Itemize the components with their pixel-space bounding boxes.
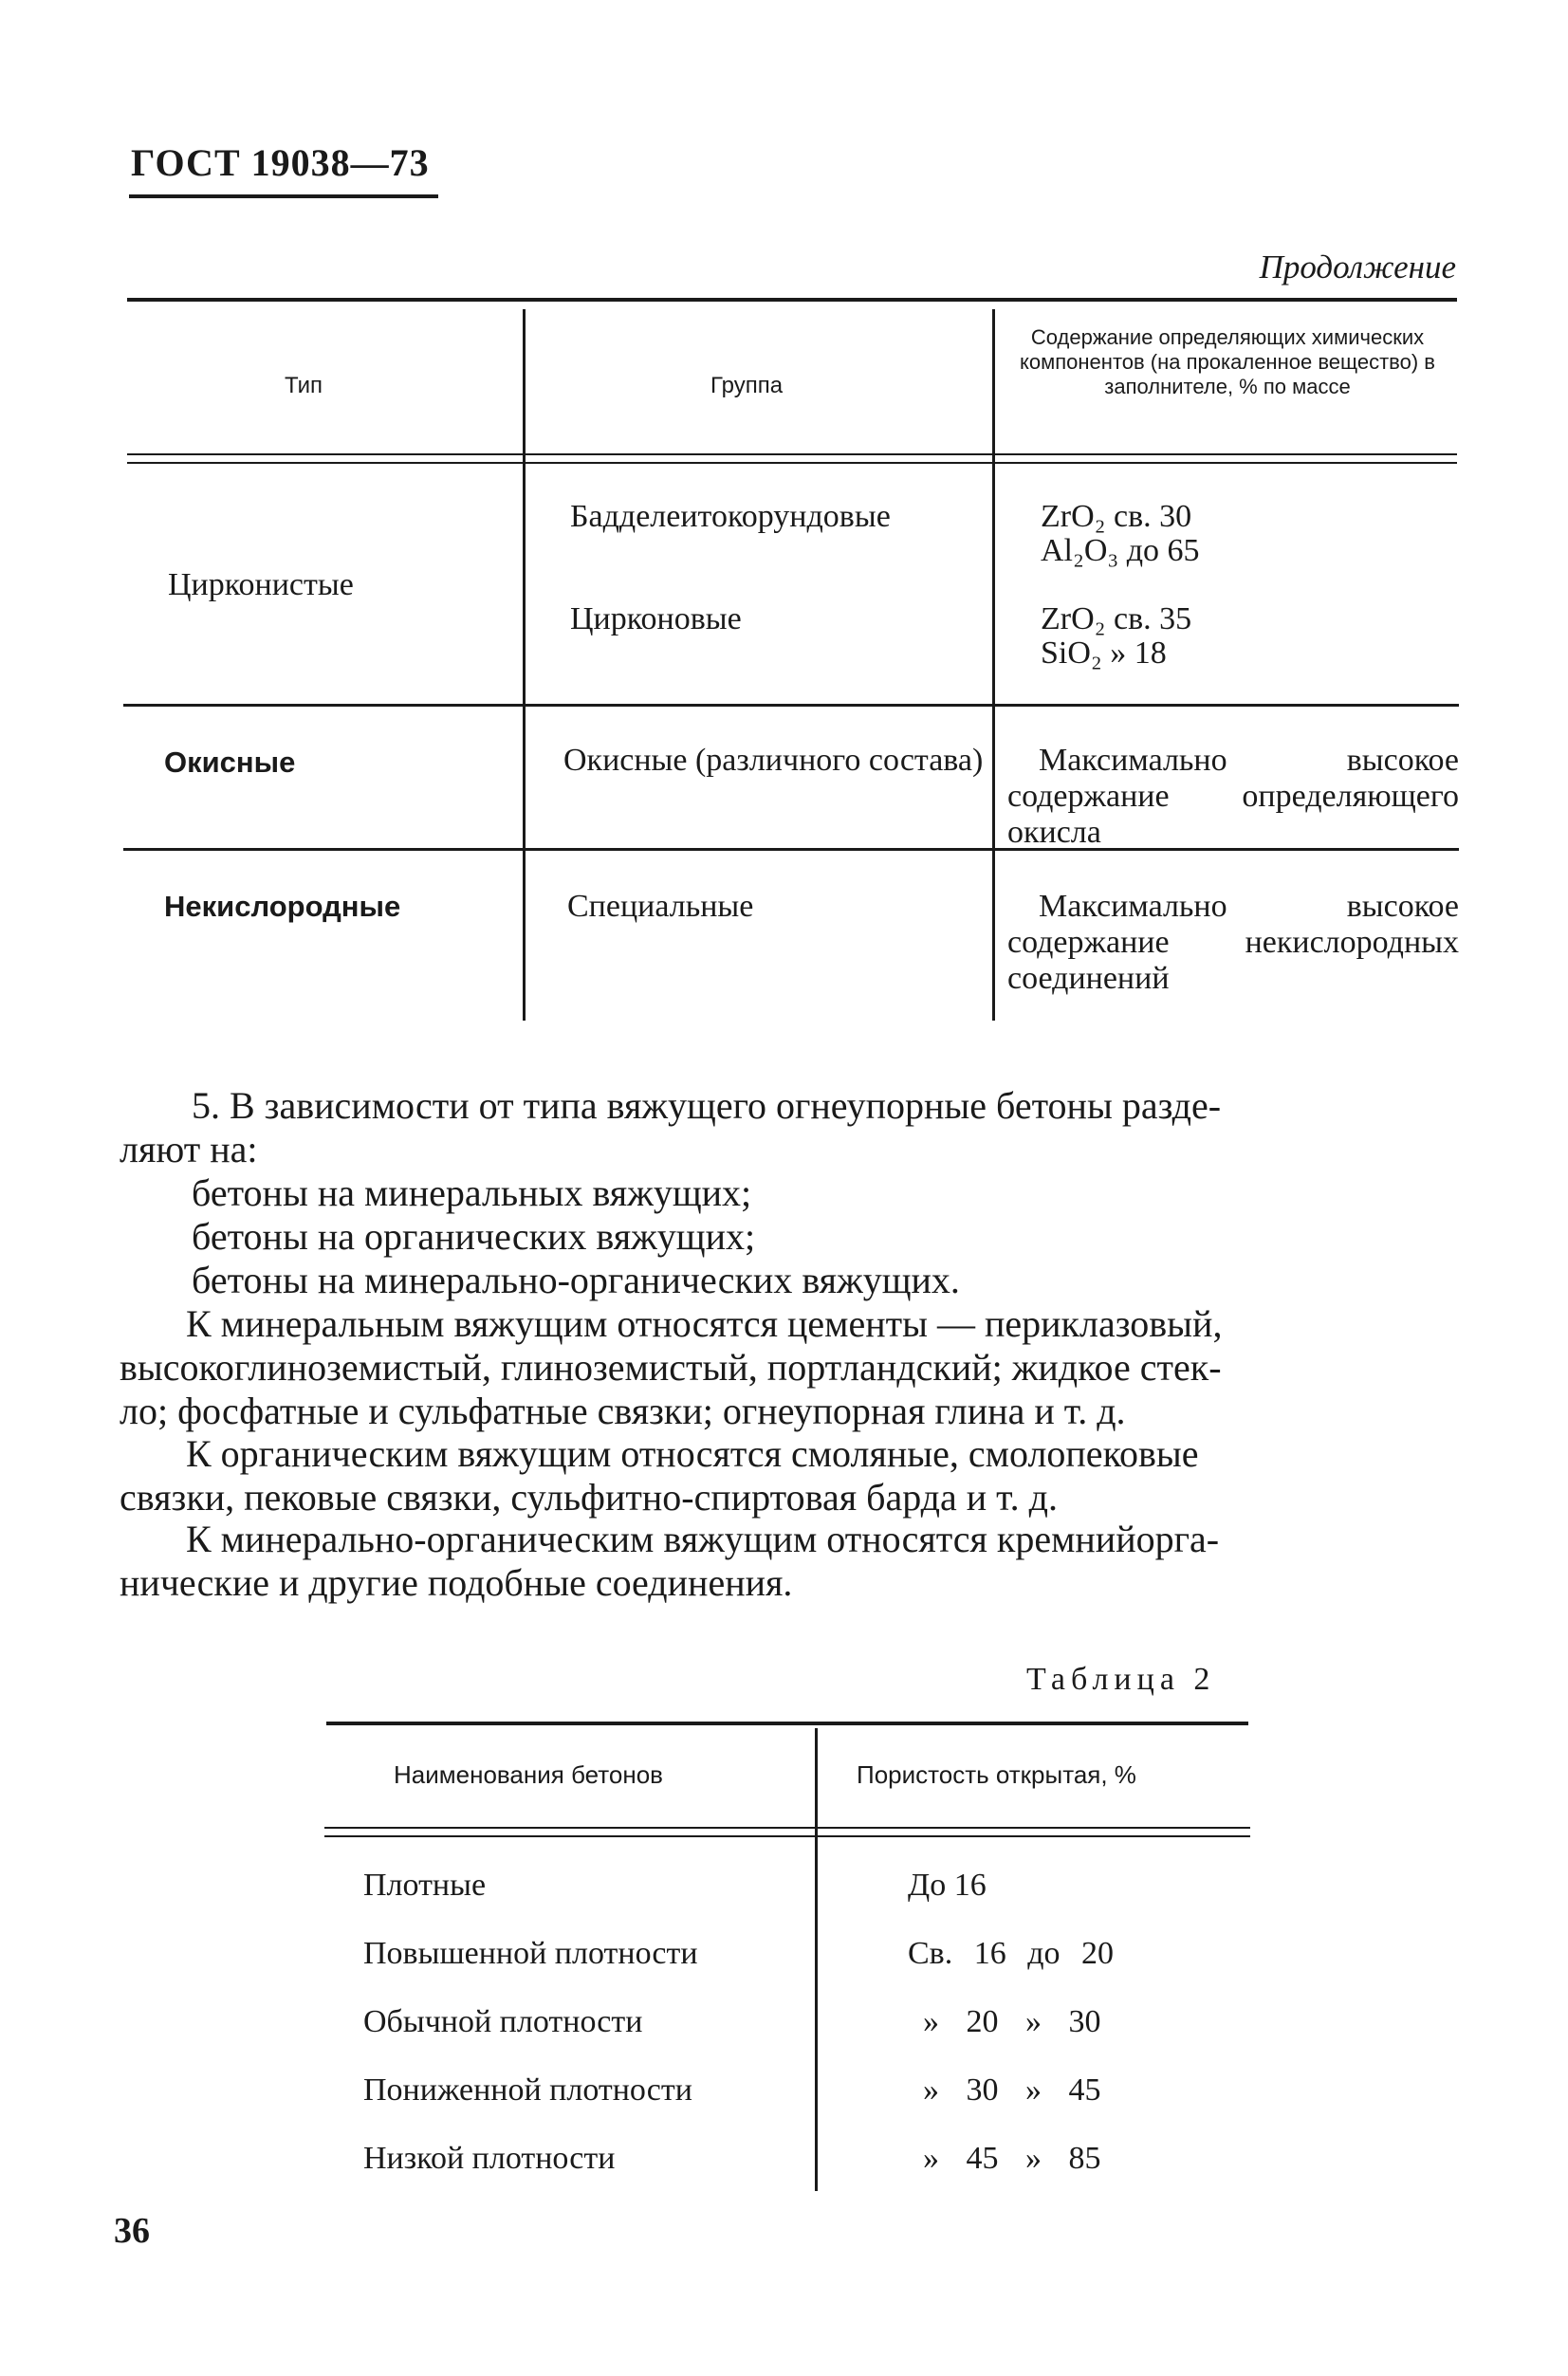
paragraph-line: К органическим вяжущим относятся смоляные, смолопековые: [186, 1432, 1199, 1475]
table2-porosity-cell: » 30 » 45: [923, 2072, 1101, 2108]
table2-name-cell: Плотные: [363, 1868, 487, 1903]
table2-porosity-cell: Св. 16 до 20: [908, 1936, 1115, 1971]
table1-header-group: Группа: [710, 373, 784, 398]
paragraph-line: ляют на:: [120, 1128, 258, 1170]
table1-group-cell: Бадделеитокорундовые: [570, 499, 891, 534]
table2-header-rule-2: [324, 1835, 1250, 1837]
paragraph-line: связки, пековые связки, сульфитно-спиртовая барда и т. д.: [120, 1476, 1059, 1519]
table2-name-cell: Повышенной плотности: [363, 1936, 698, 1971]
table1-group-cell: Цирконовые: [570, 601, 742, 636]
table1-header-rule-1: [127, 453, 1457, 455]
table1-type-cell: Окисные: [164, 746, 296, 779]
paragraph-line: бетоны на органических вяжущих;: [192, 1215, 756, 1258]
table2-header-porosity: Пористость открытая, %: [857, 1760, 1136, 1789]
table1-type-cell: Цирконистые: [168, 567, 354, 602]
table2-header-rule-1: [324, 1827, 1250, 1829]
table1-group-cell: Окисные (различного состава): [563, 743, 984, 778]
table1-header-content: Содержание определяющих химических компонентов (на прокаленное вещество) в заполнителе, % по массе: [1020, 325, 1435, 398]
table1-divider-1: [523, 309, 526, 1021]
table2-name-cell: Пониженной плотности: [363, 2072, 692, 2108]
table1-content-cell: Максимально высокое содержание определяющего окисла: [1007, 743, 1459, 850]
table1-content-cell: ZrO₂ св. 30: [1041, 499, 1192, 534]
table2-top-rule: [326, 1722, 1248, 1725]
document-code: ГОСТ 19038—73: [131, 141, 430, 184]
table2-header-name: Наименования бетонов: [394, 1760, 663, 1789]
table1-row-rule-1: [123, 704, 1459, 707]
paragraph-line: высокоглиноземистый, глиноземистый, портландский; жидкое стек-: [120, 1346, 1222, 1389]
paragraph-line: К минерально-органическим вяжущим относятся кремнийорга-: [186, 1518, 1220, 1560]
table1-content-cell: Al₂O₃ до 65: [1041, 533, 1200, 568]
paragraph-line: К минеральным вяжущим относятся цементы — периклазовый,: [186, 1302, 1223, 1345]
page-number: 36: [114, 2211, 150, 2251]
paragraph-line: нические и другие подобные соединения.: [120, 1561, 793, 1604]
table1-top-rule: [127, 298, 1457, 302]
paragraph-line: бетоны на минеральных вяжущих;: [192, 1171, 752, 1214]
paragraph-line: бетоны на минерально-органических вяжущих.: [192, 1259, 960, 1301]
table1-header-type: Тип: [285, 373, 323, 398]
paragraph-line: 5. В зависимости от типа вяжущего огнеупорные бетоны разде-: [192, 1084, 1222, 1127]
table2-porosity-cell: » 45 » 85: [923, 2141, 1101, 2176]
table1-divider-2: [992, 309, 995, 1021]
table2-divider: [815, 1728, 818, 2191]
table1-content-cell: ZrO₂ св. 35: [1041, 601, 1192, 636]
table2-porosity-cell: До 16: [908, 1868, 987, 1903]
table1-group-cell: Специальные: [567, 889, 754, 924]
header-underline: [129, 194, 438, 198]
table1-content-cell: Максимально высокое содержание некислородных соединений: [1007, 889, 1459, 996]
table1-content-cell: SiO₂ » 18: [1041, 635, 1167, 671]
paragraph-line: ло; фосфатные и сульфатные связки; огнеупорная глина и т. д.: [120, 1390, 1126, 1432]
table2-porosity-cell: » 20 » 30: [923, 2004, 1101, 2039]
table1-header-rule-2: [127, 462, 1457, 464]
table2-name-cell: Обычной плотности: [363, 2004, 643, 2039]
continuation-label: Продолжение: [1259, 249, 1456, 285]
table2-caption: Таблица 2: [1026, 1662, 1216, 1697]
table2-name-cell: Низкой плотности: [363, 2141, 616, 2176]
table1-type-cell: Некислородные: [164, 890, 401, 923]
